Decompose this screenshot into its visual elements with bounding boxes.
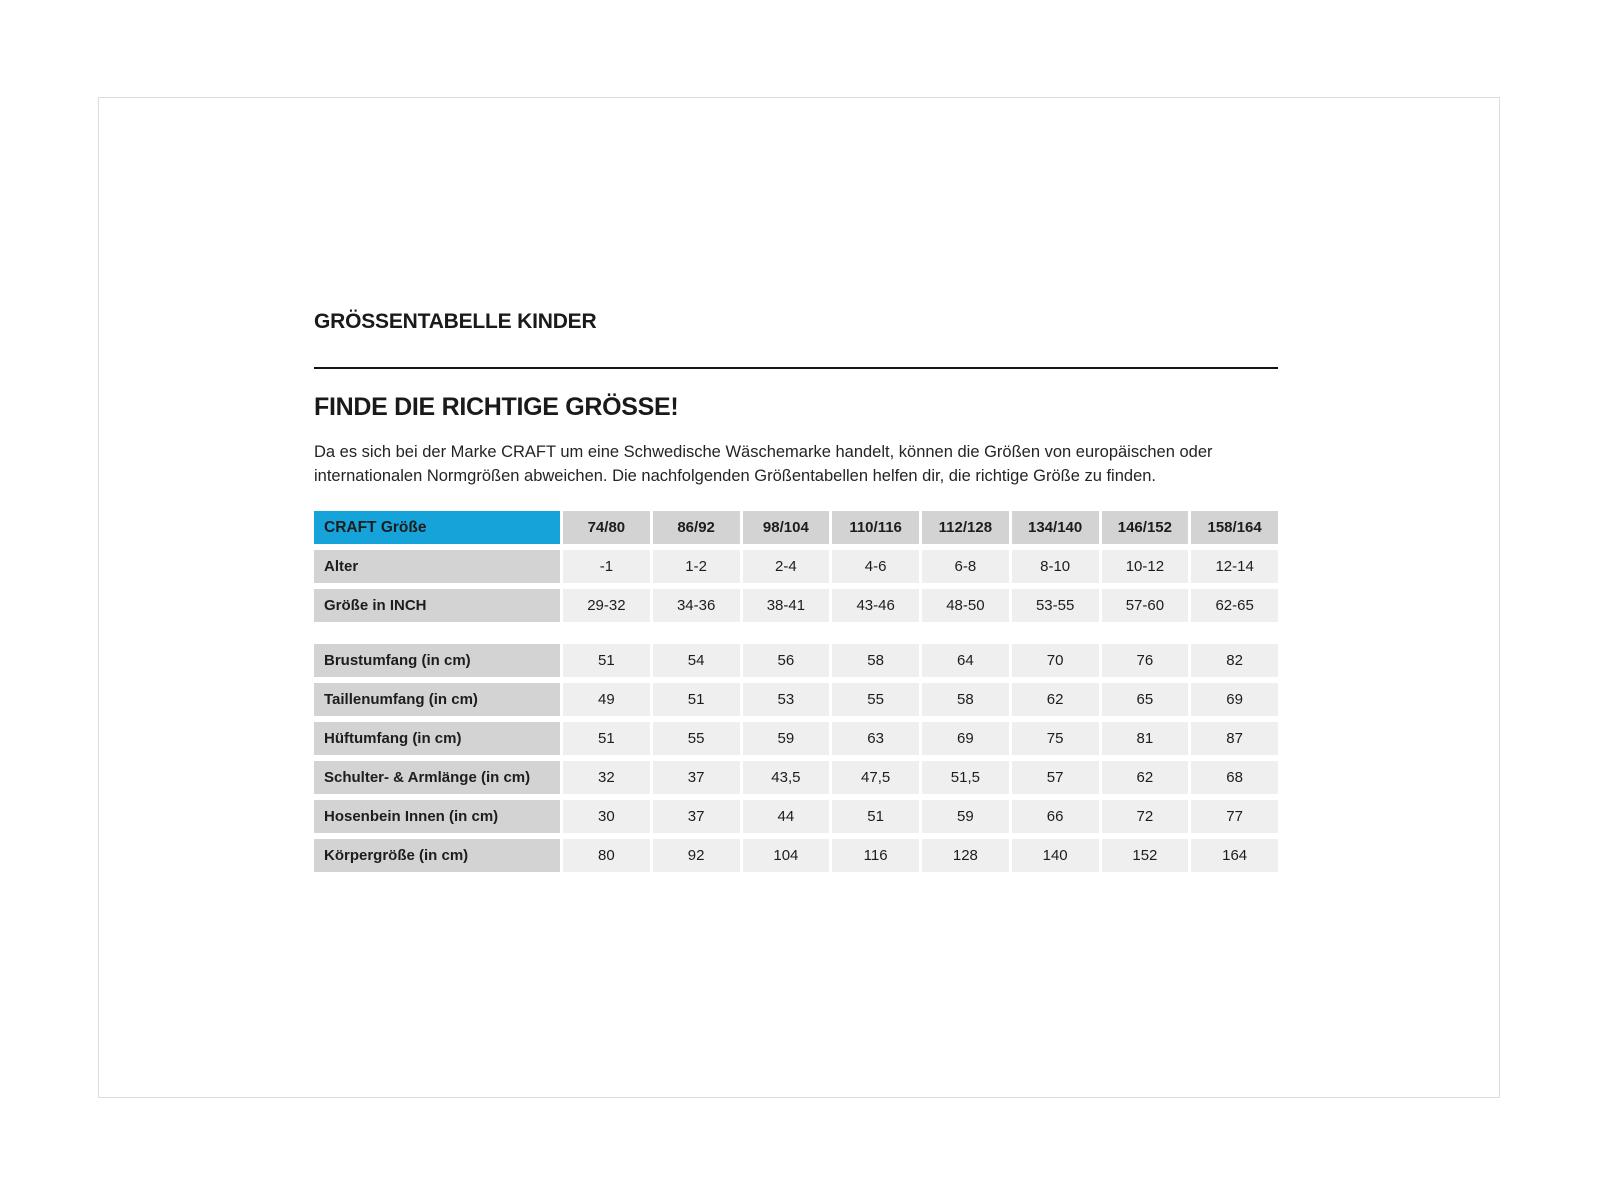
size-value-cell: 48-50	[922, 589, 1009, 622]
size-value-cell: 51,5	[922, 761, 1009, 794]
size-value-cell: 57	[1012, 761, 1099, 794]
row-label: Brustumfang (in cm)	[314, 644, 560, 677]
table-header-craft-groesse: CRAFT Größe	[314, 511, 560, 544]
size-value-cell: 62	[1012, 683, 1099, 716]
size-value-cell: 77	[1191, 800, 1278, 833]
size-value-cell: 92	[653, 839, 740, 872]
size-value-cell: 47,5	[832, 761, 919, 794]
size-value-cell: 8-10	[1012, 550, 1099, 583]
size-value-cell: 38-41	[743, 589, 830, 622]
size-value-cell: 1-2	[653, 550, 740, 583]
size-value-cell: 49	[563, 683, 650, 716]
size-value-cell: 58	[922, 683, 1009, 716]
size-value-cell: 72	[1102, 800, 1189, 833]
size-value-cell: 55	[653, 722, 740, 755]
size-value-cell: 53	[743, 683, 830, 716]
size-table-measurements	[314, 644, 1278, 872]
size-value-cell: -1	[563, 550, 650, 583]
size-value-cell: 4-6	[832, 550, 919, 583]
row-label: Schulter- & Armlänge (in cm)	[314, 761, 560, 794]
row-label: Hüftumfang (in cm)	[314, 722, 560, 755]
size-value-cell: 43,5	[743, 761, 830, 794]
size-value-cell: 51	[563, 722, 650, 755]
size-value-cell: 87	[1191, 722, 1278, 755]
size-value-cell: 104	[743, 839, 830, 872]
size-value-cell: 10-12	[1102, 550, 1189, 583]
size-value-cell: 75	[1012, 722, 1099, 755]
size-value-cell: 69	[922, 722, 1009, 755]
intro-line-1: Da es sich bei der Marke CRAFT um eine Schwedische Wäschemarke handelt, können die Größen von europäischen oder	[314, 443, 1213, 461]
size-value-cell: 58	[832, 644, 919, 677]
size-value-cell: 82	[1191, 644, 1278, 677]
column-header: 86/92	[653, 511, 740, 544]
column-header: 110/116	[832, 511, 919, 544]
size-value-cell: 51	[832, 800, 919, 833]
intro-paragraph	[314, 440, 1278, 488]
size-value-cell: 59	[743, 722, 830, 755]
intro-line-2: internationalen Normgrößen abweichen. Die nachfolgenden Größentabellen helfen dir, die richtige Größe zu finden.	[314, 467, 1157, 485]
column-header: 74/80	[563, 511, 650, 544]
size-value-cell: 116	[832, 839, 919, 872]
column-header: 158/164	[1191, 511, 1278, 544]
row-label: Größe in INCH	[314, 589, 560, 622]
row-label: Hosenbein Innen (in cm)	[314, 800, 560, 833]
divider-line	[314, 367, 1278, 369]
size-table-info	[314, 511, 1278, 622]
size-value-cell: 43-46	[832, 589, 919, 622]
size-value-cell: 76	[1102, 644, 1189, 677]
size-value-cell: 53-55	[1012, 589, 1099, 622]
size-guide-section	[314, 98, 1278, 872]
size-value-cell: 164	[1191, 839, 1278, 872]
size-value-cell: 80	[563, 839, 650, 872]
size-value-cell: 37	[653, 761, 740, 794]
size-value-cell: 62-65	[1191, 589, 1278, 622]
size-value-cell: 29-32	[563, 589, 650, 622]
size-value-cell: 64	[922, 644, 1009, 677]
row-label: Körpergröße (in cm)	[314, 839, 560, 872]
size-value-cell: 51	[653, 683, 740, 716]
content-card	[98, 97, 1500, 1098]
size-value-cell: 44	[743, 800, 830, 833]
size-value-cell: 81	[1102, 722, 1189, 755]
size-value-cell: 55	[832, 683, 919, 716]
size-value-cell: 69	[1191, 683, 1278, 716]
size-value-cell: 12-14	[1191, 550, 1278, 583]
size-value-cell: 140	[1012, 839, 1099, 872]
size-value-cell: 34-36	[653, 589, 740, 622]
row-label: Alter	[314, 550, 560, 583]
column-header: 98/104	[743, 511, 830, 544]
column-header: 146/152	[1102, 511, 1189, 544]
section-title: GRÖSSENTABELLE KINDER	[314, 310, 597, 333]
size-value-cell: 2-4	[743, 550, 830, 583]
size-value-cell: 128	[922, 839, 1009, 872]
size-value-cell: 152	[1102, 839, 1189, 872]
size-value-cell: 54	[653, 644, 740, 677]
column-header: 112/128	[922, 511, 1009, 544]
size-value-cell: 57-60	[1102, 589, 1189, 622]
size-value-cell: 37	[653, 800, 740, 833]
size-value-cell: 6-8	[922, 550, 1009, 583]
size-value-cell: 66	[1012, 800, 1099, 833]
page-title: FINDE DIE RICHTIGE GRÖSSE!	[314, 393, 679, 421]
size-value-cell: 32	[563, 761, 650, 794]
size-value-cell: 62	[1102, 761, 1189, 794]
size-value-cell: 30	[563, 800, 650, 833]
size-value-cell: 63	[832, 722, 919, 755]
column-header: 134/140	[1012, 511, 1099, 544]
size-value-cell: 51	[563, 644, 650, 677]
size-value-cell: 65	[1102, 683, 1189, 716]
size-value-cell: 59	[922, 800, 1009, 833]
size-value-cell: 56	[743, 644, 830, 677]
row-label: Taillenumfang (in cm)	[314, 683, 560, 716]
size-value-cell: 68	[1191, 761, 1278, 794]
size-value-cell: 70	[1012, 644, 1099, 677]
